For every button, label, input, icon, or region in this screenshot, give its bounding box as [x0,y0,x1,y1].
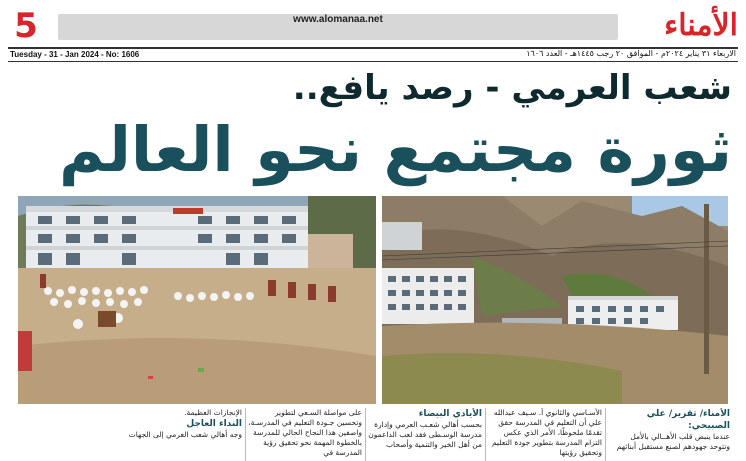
column-text: وجه أهالي شعب العرمي إلى الجهات [128,430,242,439]
column-divider [605,408,606,461]
column-text: على مواصلة السـعي لتطوير وتحسين جـودة التعليم في المدرسـة، واصفين هذا النجاح الحالي للمدرسة بالخطوة المهمة نحو تحقيق رؤية المدرسة في [248,408,362,457]
subhead: الأيادي البيضاء [418,409,482,419]
column-divider [365,408,366,461]
photo-mountain-village [382,196,728,404]
article-column-2 [488,408,602,461]
site-url[interactable]: www.alomanaa.net [293,14,383,25]
column-text: بحسب أهالي شعـب العرمي وإدارة مدرسة الوسـطى فقد لعب الداعمون من أهل الخير والتنمية وأصحاب [368,420,482,449]
main-headline: ثورة مجتمع نحو العالم [58,113,732,186]
page-number: 5 [14,6,38,46]
byline: الأمناء/ تقرير/ علي الصبيحي: [646,409,730,431]
article-column-3 [368,408,482,461]
article-column-4 [248,408,362,461]
photo-school-assembly [18,196,376,404]
date-arabic: الاربعاء ٣١ يناير ٢٠٢٤م - الموافق ٢٠ رجب ١٤٤٥هـ - العدد ١٦٠٦ [526,49,736,58]
column-text: الأسـاسي والثانوي أ. سـيف عبدالله علي أن التعليم في المدرسة حقق تقدمًا ملحوظًا، الأمر الذي عكس التزام المدرسة بتطوير جودة التعليم وتحقيق رؤيتها [492,408,602,457]
article-column-5 [128,408,242,461]
column-divider [245,408,246,461]
kicker-headline: شعب العرمي - رصد يافع.. [292,68,732,108]
date-rule [8,61,738,62]
site-url-bar [58,14,618,40]
column-text: الإنجازات العظيمة. [184,408,242,417]
column-text: عندما ينبض قلب الأهــالي بالأمل وتتوحد جهودهم لصنع مستقبل أبنائهم [616,432,730,451]
newspaper-logo: الأمناء [664,8,738,43]
article-column-1 [608,408,730,461]
column-divider [485,408,486,461]
subhead: النداء العاجل [186,419,242,429]
date-english: Tuesday - 31 - Jan 2024 - No: 1606 [10,50,140,59]
